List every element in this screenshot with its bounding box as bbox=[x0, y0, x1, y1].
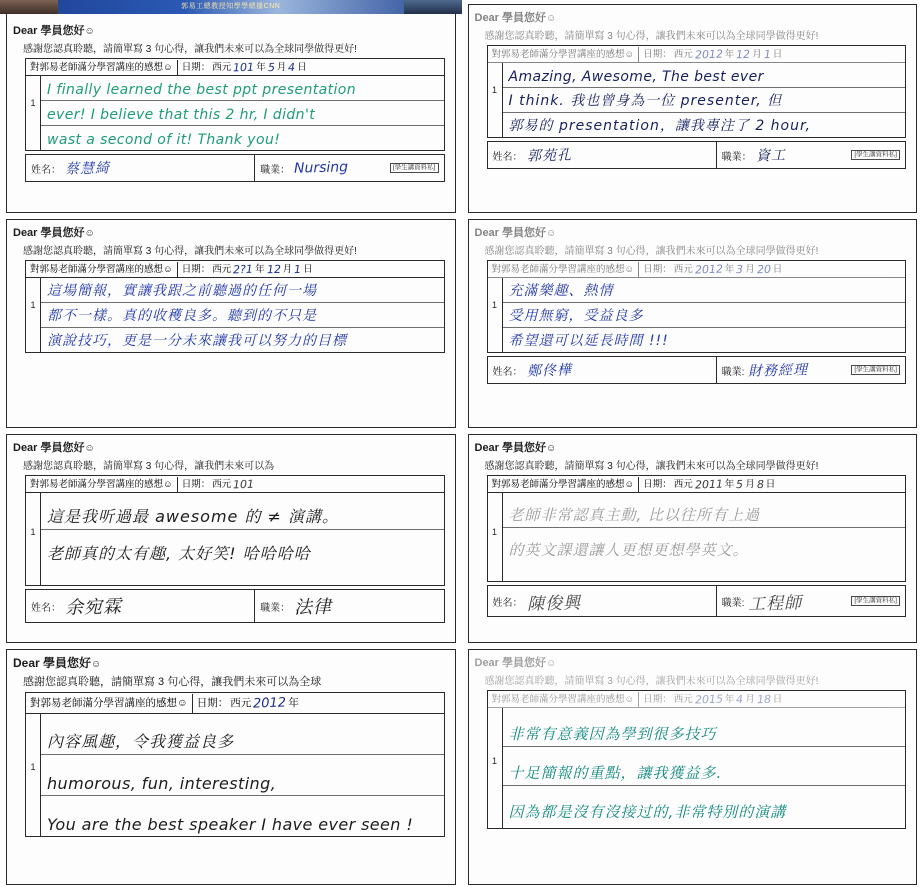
card-body bbox=[468, 219, 918, 428]
job-value: 資工 bbox=[755, 147, 786, 165]
name-value: 蔡慧綺 bbox=[64, 160, 111, 178]
handwriting-lines bbox=[41, 714, 444, 836]
ad-label: 西元 bbox=[673, 263, 693, 275]
form-stamp: [學生講資料私] bbox=[851, 596, 900, 607]
row-number: 1 bbox=[488, 493, 503, 581]
card-body bbox=[6, 649, 456, 885]
signature-row bbox=[487, 356, 907, 384]
ad-label: 西元 bbox=[212, 61, 232, 73]
greeting-line bbox=[13, 22, 451, 38]
handwritten-line: 受用無窮，受益良多 bbox=[508, 308, 644, 324]
feedback-card bbox=[0, 215, 462, 430]
job-label: 職業: bbox=[721, 597, 745, 609]
instruction-text: 感謝您認真聆聽，請簡單寫 3 句心得，讓我們未來可以為全球同學做得更好! bbox=[484, 461, 819, 472]
job-field bbox=[255, 155, 443, 181]
handwritten-line: 的英文課還讓人更想更想學英文。 bbox=[508, 541, 749, 559]
feedback-table bbox=[25, 260, 445, 353]
date-month-value: 5 bbox=[736, 477, 744, 491]
date-cell bbox=[639, 477, 905, 492]
form-stamp: [學生講資料私] bbox=[390, 163, 439, 174]
date-year-value: 2012 bbox=[694, 262, 723, 276]
ruled-line bbox=[503, 747, 906, 786]
feedback-table-body bbox=[26, 278, 444, 352]
ruled-line bbox=[41, 328, 444, 352]
ruled-line bbox=[41, 101, 444, 126]
feedback-table-header bbox=[26, 59, 444, 76]
ad-label: 西元 bbox=[673, 478, 693, 490]
date-cell bbox=[639, 47, 905, 62]
smiley-icon: ☺ bbox=[546, 658, 557, 669]
ruled-line bbox=[41, 714, 444, 755]
date-year-value: 2012 bbox=[694, 47, 723, 61]
date-cell bbox=[639, 692, 905, 707]
date-cell bbox=[193, 694, 444, 713]
ruled-line bbox=[41, 76, 444, 101]
handwriting-lines bbox=[503, 493, 906, 581]
banner-right-thumb bbox=[404, 0, 462, 14]
ad-label: 西元 bbox=[673, 48, 693, 60]
feedback-table-body bbox=[488, 708, 906, 828]
feedback-table-header bbox=[488, 261, 906, 278]
name-value: 陳俊興 bbox=[526, 592, 581, 615]
date-year-value: 2012 bbox=[252, 694, 287, 712]
ruled-line bbox=[503, 113, 906, 137]
date-label: 日期： bbox=[181, 61, 211, 73]
topic-label: 對郭易老師滿分學習講座的感想☺ bbox=[488, 262, 640, 277]
job-value: 工程師 bbox=[748, 592, 803, 615]
date-cell bbox=[639, 262, 905, 277]
card-body bbox=[468, 649, 918, 885]
topic-label: 對郭易老師滿分學習講座的感想☺ bbox=[488, 47, 640, 62]
date-month-value: 12 bbox=[736, 47, 751, 61]
topic-label: 對郭易老師滿分學習講座的感想☺ bbox=[26, 477, 178, 492]
month-unit: 月 bbox=[752, 48, 762, 60]
day-unit: 日 bbox=[772, 48, 783, 60]
greeting-line bbox=[475, 9, 913, 25]
year-unit: 年 bbox=[255, 263, 265, 275]
date-month-value: 3 bbox=[736, 262, 744, 276]
month-unit: 月 bbox=[745, 693, 755, 705]
handwritten-line: 老師真的太有趣, 太好笑! 哈哈哈哈 bbox=[47, 544, 311, 563]
date-label: 日期： bbox=[181, 478, 211, 490]
ruled-line bbox=[503, 303, 906, 328]
row-number: 1 bbox=[488, 63, 503, 137]
row-number: 1 bbox=[26, 278, 41, 352]
job-value: 法律 bbox=[293, 596, 333, 619]
greeting-line bbox=[475, 224, 913, 240]
ruled-line bbox=[503, 528, 906, 562]
handwritten-line: 十足簡報的重點，讓我獲益多. bbox=[508, 764, 723, 782]
cnn-video-banner bbox=[0, 0, 462, 14]
feedback-card bbox=[462, 215, 923, 430]
date-day-value: 4 bbox=[288, 60, 296, 74]
ad-label: 西元 bbox=[230, 696, 252, 709]
year-unit: 年 bbox=[288, 696, 299, 709]
month-unit: 月 bbox=[745, 263, 755, 275]
greeting-line bbox=[13, 439, 451, 455]
handwritten-line: wast a second of it! Thank you! bbox=[47, 132, 281, 148]
greeting-line bbox=[475, 654, 913, 670]
signature-row bbox=[487, 585, 907, 617]
greeting-text: Dear 學員您好 bbox=[474, 657, 547, 669]
date-cell bbox=[178, 262, 444, 277]
smiley-icon: ☺ bbox=[546, 228, 557, 239]
date-label: 日期： bbox=[643, 693, 672, 705]
handwritten-line: 都不一樣。真的收穫良多。聽到的不只是 bbox=[47, 308, 317, 324]
feedback-table-body bbox=[26, 76, 444, 150]
handwriting-lines bbox=[41, 493, 444, 585]
ad-label: 西元 bbox=[212, 263, 232, 275]
year-unit: 年 bbox=[724, 48, 735, 60]
day-unit: 日 bbox=[303, 263, 313, 275]
handwritten-line: 演說技巧，更是一分未來讓我可以努力的目標 bbox=[47, 333, 347, 349]
greeting-text: Dear 學員您好 bbox=[474, 442, 547, 454]
instruction-text: 感謝您認真聆聽，請簡單寫 3 句心得，讓我們未來可以為全球同學做得更好! bbox=[484, 246, 819, 257]
date-label: 日期： bbox=[643, 478, 672, 490]
feedback-table bbox=[487, 260, 907, 353]
feedback-card bbox=[0, 645, 462, 887]
name-field bbox=[488, 586, 717, 616]
date-label: 日期： bbox=[181, 263, 211, 275]
card-body bbox=[468, 434, 918, 643]
banner-left-thumb bbox=[0, 0, 58, 14]
job-value: Nursing bbox=[293, 159, 349, 177]
name-label: 姓名： bbox=[31, 602, 61, 614]
feedback-table-body bbox=[488, 493, 906, 581]
date-day-value: 20 bbox=[756, 262, 771, 276]
day-unit: 日 bbox=[772, 263, 783, 275]
feedback-table bbox=[25, 475, 445, 586]
date-year-value: 2015 bbox=[694, 692, 723, 706]
date-year-value: 101 bbox=[233, 477, 255, 491]
smiley-icon: ☺ bbox=[91, 659, 102, 670]
feedback-table bbox=[487, 475, 907, 582]
handwritten-line: 內容風趣，令我獲益良多 bbox=[47, 732, 235, 751]
ad-label: 西元 bbox=[212, 478, 232, 490]
instruction-text: 感謝您認真聆聽，請簡單寫 3 句心得，讓我們未來可以為全球同學做得更好! bbox=[23, 44, 357, 55]
smiley-icon: ☺ bbox=[546, 13, 557, 24]
greeting-line bbox=[475, 439, 913, 455]
handwritten-line: humorous, fun, interesting, bbox=[47, 774, 277, 793]
date-cell bbox=[178, 60, 444, 75]
greeting-text: Dear 學員您好 bbox=[13, 227, 85, 239]
month-unit: 月 bbox=[276, 61, 287, 73]
feedback-table bbox=[487, 45, 907, 138]
job-label: 職業： bbox=[260, 164, 291, 176]
handwritten-line: 因為都是沒有沒接过的,非常特別的演講 bbox=[508, 803, 787, 821]
handwritten-line: 老師非常認真主動, 比以往所有上過 bbox=[508, 506, 761, 524]
ruled-line bbox=[503, 88, 906, 113]
date-label: 日期： bbox=[643, 48, 672, 60]
card-body bbox=[468, 4, 918, 213]
banner-title: 郭易工總教授知學學總播CNN bbox=[181, 3, 281, 10]
handwritten-line: 充滿樂趣、熱情 bbox=[508, 283, 614, 299]
topic-label: 對郭易老師滿分學習講座的感想☺ bbox=[488, 477, 640, 492]
year-unit: 年 bbox=[724, 693, 735, 705]
row-number: 1 bbox=[488, 278, 503, 352]
year-unit: 年 bbox=[256, 61, 266, 73]
name-label: 姓名： bbox=[492, 366, 523, 378]
topic-label: 對郭易老師滿分學習講座的感想☺ bbox=[488, 692, 640, 707]
ruled-line bbox=[41, 755, 444, 796]
row-number: 1 bbox=[488, 708, 503, 828]
day-unit: 日 bbox=[297, 61, 307, 73]
ruled-line bbox=[503, 708, 906, 747]
greeting-line bbox=[13, 654, 451, 671]
smiley-icon: ☺ bbox=[546, 443, 557, 454]
feedback-table-header bbox=[26, 476, 444, 493]
feedback-card bbox=[0, 0, 462, 215]
handwriting-lines bbox=[503, 278, 906, 352]
handwritten-line: You are the best speaker I have ever seen ! bbox=[47, 815, 414, 834]
job-field bbox=[255, 590, 443, 622]
handwritten-line: 這是我听過最 awesome 的 ≠ 演講。 bbox=[47, 507, 340, 526]
greeting-text: Dear 學員您好 bbox=[13, 442, 85, 454]
feedback-table bbox=[25, 692, 445, 837]
month-unit: 月 bbox=[282, 263, 293, 275]
handwritten-line: 希望還可以延長時間 !!! bbox=[508, 333, 669, 349]
instruction-text: 感謝您認真聆聽，請簡單寫 3 句心得，讓我們未來可以為全球同學做得更好! bbox=[23, 246, 357, 257]
name-field bbox=[26, 155, 255, 181]
ad-label: 西元 bbox=[673, 693, 693, 705]
date-year-value: 2011 bbox=[694, 477, 723, 491]
feedback-card bbox=[0, 430, 462, 645]
ruled-line bbox=[41, 126, 444, 150]
date-year-value: 2?1 bbox=[233, 262, 254, 276]
date-label: 日期： bbox=[196, 696, 229, 709]
greeting-text: Dear 學員您好 bbox=[474, 227, 547, 239]
topic-label: 對郭易老師滿分學習講座的感想☺ bbox=[26, 60, 178, 75]
card-body bbox=[6, 434, 456, 643]
ruled-line bbox=[503, 328, 906, 352]
feedback-card bbox=[462, 645, 923, 887]
ruled-line bbox=[503, 63, 906, 88]
date-label: 日期： bbox=[643, 263, 672, 275]
instruction-text: 感謝您認真聆聽，請簡單寫 3 句心得，讓我們未來可以為全球 bbox=[23, 676, 322, 688]
feedback-table-header bbox=[26, 261, 444, 278]
date-cell bbox=[178, 477, 444, 492]
instruction-text: 感謝您認真聆聽，請簡單寫 3 句心得，讓我們未來可以為全球同學做得更好! bbox=[484, 676, 819, 687]
signature-row bbox=[25, 154, 445, 182]
feedback-table-body bbox=[488, 63, 906, 137]
year-unit: 年 bbox=[724, 478, 735, 490]
signature-row bbox=[25, 589, 445, 623]
greeting-line bbox=[13, 224, 451, 240]
date-month-value: 12 bbox=[266, 262, 281, 276]
smiley-icon: ☺ bbox=[84, 443, 95, 454]
job-field bbox=[717, 357, 905, 383]
card-body bbox=[6, 4, 456, 213]
handwriting-lines bbox=[503, 63, 906, 137]
name-value: 鄭佟樺 bbox=[526, 362, 572, 380]
name-label: 姓名： bbox=[492, 597, 523, 609]
ruled-line bbox=[503, 278, 906, 303]
handwritten-line: I think. 我也曾身為一位 presenter, 但 bbox=[508, 93, 783, 109]
name-field bbox=[488, 357, 717, 383]
greeting-text: Dear 學員您好 bbox=[474, 12, 547, 24]
feedback-table-body bbox=[488, 278, 906, 352]
feedback-table-header bbox=[488, 476, 906, 493]
feedback-table-header bbox=[26, 693, 444, 714]
date-day-value: 1 bbox=[763, 47, 771, 61]
feedback-card bbox=[462, 430, 923, 645]
signature-row bbox=[487, 141, 907, 169]
date-day-value: 1 bbox=[293, 262, 302, 276]
topic-label: 對郭易老師滿分學習講座的感想☺ bbox=[26, 262, 178, 277]
name-field bbox=[26, 590, 255, 622]
topic-label: 對郭易老師滿分學習講座的感想☺ bbox=[26, 694, 193, 713]
handwritten-line: 非常有意義因為學到很多技巧 bbox=[508, 725, 717, 743]
day-unit: 日 bbox=[765, 478, 776, 490]
job-value: 財務經理 bbox=[748, 362, 809, 380]
feedback-card bbox=[462, 0, 923, 215]
ruled-line bbox=[41, 493, 444, 530]
ruled-line bbox=[41, 530, 444, 566]
date-day-value: 18 bbox=[756, 692, 771, 706]
name-value: 郭苑孔 bbox=[526, 147, 572, 165]
date-year-value: 101 bbox=[233, 60, 255, 74]
job-field bbox=[717, 142, 905, 168]
feedback-table-body bbox=[26, 493, 444, 585]
month-unit: 月 bbox=[745, 478, 755, 490]
name-value: 余宛霖 bbox=[64, 596, 123, 619]
day-unit: 日 bbox=[772, 693, 783, 705]
smiley-icon: ☺ bbox=[84, 26, 95, 37]
job-label: 職業: bbox=[721, 366, 745, 378]
feedback-table-body bbox=[26, 714, 444, 836]
instruction-text: 感謝您認真聆聽，請簡單寫 3 句心得，讓我們未來可以為全球同學做得更好! bbox=[484, 31, 819, 42]
job-label: 職業： bbox=[721, 151, 752, 163]
ruled-line bbox=[503, 786, 906, 824]
handwriting-lines bbox=[503, 708, 906, 828]
card-body bbox=[6, 219, 456, 428]
name-label: 姓名： bbox=[31, 164, 61, 176]
handwriting-lines bbox=[41, 278, 444, 352]
date-month-value: 5 bbox=[267, 60, 275, 74]
handwritten-line: Amazing, Awesome, The best ever bbox=[508, 69, 764, 85]
row-number: 1 bbox=[26, 76, 41, 150]
ruled-line bbox=[41, 303, 444, 328]
date-month-value: 4 bbox=[736, 692, 744, 706]
name-label: 姓名： bbox=[492, 151, 523, 163]
instruction-text: 感謝您認真聆聽，請簡單寫 3 句心得，讓我們未來可以為 bbox=[23, 461, 275, 472]
form-stamp: [學生講資料私] bbox=[851, 150, 900, 161]
feedback-table-header bbox=[488, 46, 906, 63]
year-unit: 年 bbox=[724, 263, 735, 275]
feedback-table-header bbox=[488, 691, 906, 708]
greeting-text: Dear 學員您好 bbox=[13, 25, 85, 37]
job-field bbox=[717, 586, 905, 616]
handwritten-line: ever! I believe that this 2 hr, I didn't bbox=[47, 107, 316, 123]
ruled-line bbox=[41, 796, 444, 836]
row-number: 1 bbox=[26, 714, 41, 836]
greeting-text: Dear 學員您好 bbox=[13, 656, 92, 670]
ruled-line bbox=[503, 493, 906, 528]
ruled-line bbox=[41, 278, 444, 303]
name-field bbox=[488, 142, 717, 168]
handwritten-line: 這場簡報，實讓我跟之前聽過的任何一場 bbox=[47, 283, 317, 299]
date-day-value: 8 bbox=[756, 477, 764, 491]
handwritten-line: I finally learned the best ppt presentation bbox=[47, 82, 357, 98]
job-label: 職業： bbox=[260, 602, 291, 614]
feedback-table bbox=[487, 690, 907, 829]
feedback-table bbox=[25, 58, 445, 151]
row-number: 1 bbox=[26, 493, 41, 585]
handwriting-lines bbox=[41, 76, 444, 150]
handwritten-line: 郭易的 presentation，讓我專注了 2 hour, bbox=[508, 118, 811, 134]
form-stamp: [學生講資料私] bbox=[851, 365, 900, 376]
smiley-icon: ☺ bbox=[84, 228, 95, 239]
